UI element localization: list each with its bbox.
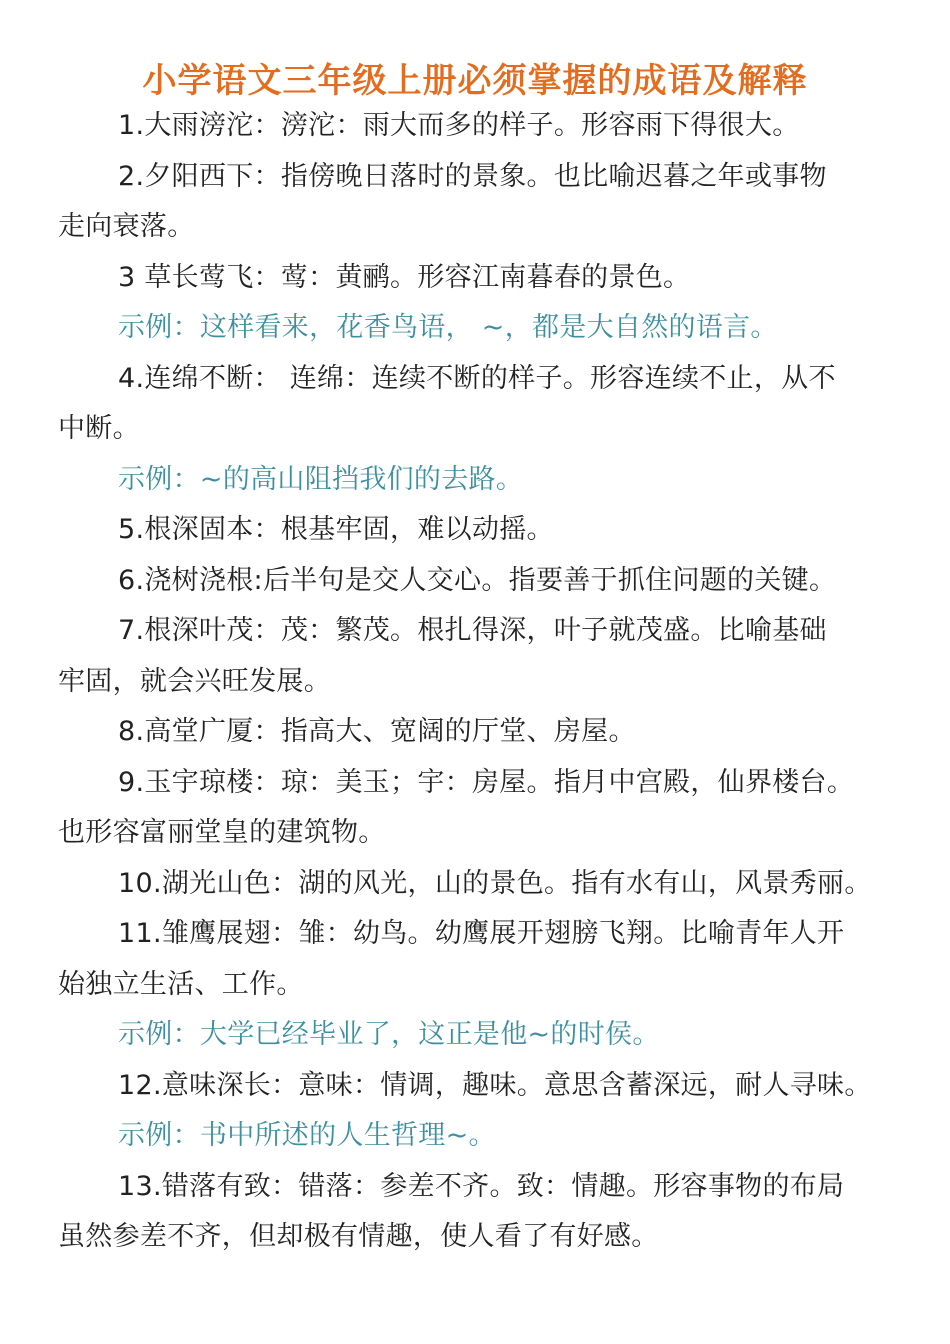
text-line: 8.高堂广厦：指高大、宽阔的厅堂、房屋。 xyxy=(118,716,636,747)
page-title: 小学语文三年级上册必须掌握的成语及解释 xyxy=(142,61,808,101)
example-line: 示例：这样看来，花香鸟语， ~，都是大自然的语言。 xyxy=(118,312,778,343)
text-line: 5.根深固本：根基牢固，难以动摇。 xyxy=(118,514,554,545)
text-line: 走向衰落。 xyxy=(58,211,195,242)
text-line: 也形容富丽堂皇的建筑物。 xyxy=(58,817,386,848)
text-line: 中断。 xyxy=(58,413,140,444)
text-line: 13.错落有致：错落：参差不齐。致：情趣。形容事物的布局 xyxy=(118,1170,845,1202)
example-line: 示例：书中所述的人生哲理~。 xyxy=(118,1120,496,1151)
text-line: 11.雏鹰展翅：雏：幼鸟。幼鹰展开翅膀飞翔。比喻青年人开 xyxy=(118,918,845,949)
text-line: 6.浇树浇根:后半句是交人交心。指要善于抓住问题的关键。 xyxy=(118,564,837,596)
text-line: 牢固，就会兴旺发展。 xyxy=(58,665,331,697)
idiom-list xyxy=(58,101,893,1263)
text-line: 4.连绵不断： 连绵：连续不断的样子。形容连续不止，从不 xyxy=(118,362,836,394)
text-line: 始独立生活、工作。 xyxy=(58,968,304,1000)
text-line: 虽然参差不齐，但却极有情趣，使人看了有好感。 xyxy=(58,1221,659,1252)
example-line: 示例：~的高山阻挡我们的去路。 xyxy=(118,463,524,495)
text-line: 2.夕阳西下：指傍晚日落时的景象。也比喻迟暮之年或事物 xyxy=(118,160,827,192)
text-line: 3 草长莺飞：莺：黄鹂。形容江南暮春的景色。 xyxy=(118,261,691,293)
text-line: 7.根深叶茂：茂：繁茂。根扎得深，叶子就茂盛。比喻基础 xyxy=(118,615,827,646)
text-line: 12.意味深长：意味：情调，趣味。意思含蓄深远，耐人寻味。 xyxy=(118,1069,872,1101)
example-line: 示例：大学已经毕业了，这正是他~的时侯。 xyxy=(118,1019,660,1050)
text-line: 9.玉宇琼楼：琼：美玉；宇：房屋。指月中宫殿，仙界楼台。 xyxy=(118,766,855,798)
text-line: 1.大雨滂沱：滂沱：雨大而多的样子。形容雨下得很大。 xyxy=(118,110,800,141)
text-line: 10.湖光山色：湖的风光，山的景色。指有水有山，风景秀丽。 xyxy=(118,867,872,899)
